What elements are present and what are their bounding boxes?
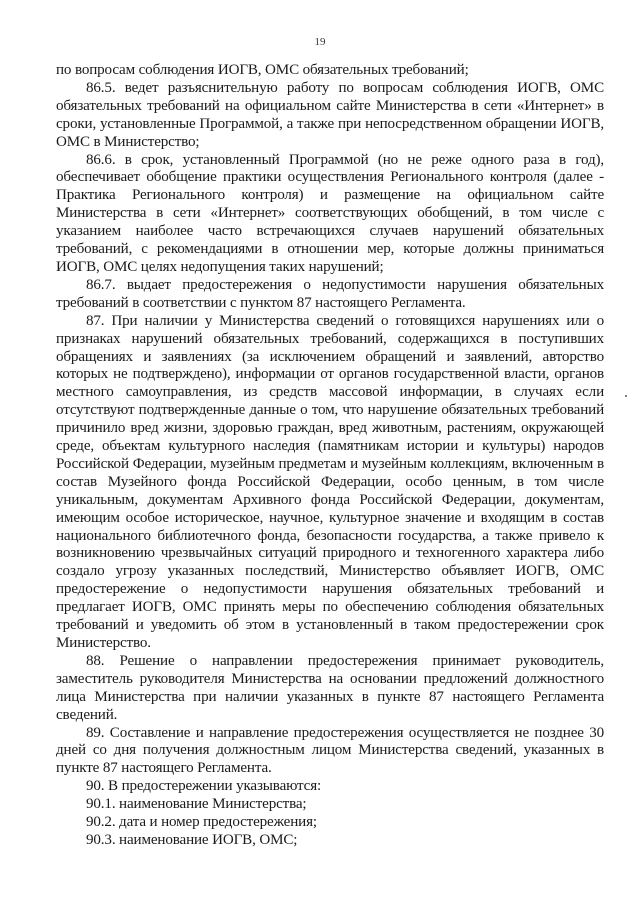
paragraph-89: 89. Составление и направление предостережения осуществляется не позднее 30 дней со дня получения должностным лицом Министерства сведений, указанных в пункте 87 настоящего Регламента. xyxy=(56,724,604,777)
paragraph-86-7: 86.7. выдает предостережения о недопустимости нарушения обязательных требований в соответствии с пунктом 87 настоящего Регламента. xyxy=(56,276,604,311)
paragraph-90-3: 90.3. наименование ИОГВ, ОМС; xyxy=(86,831,298,848)
paragraph-88: 88. Решение о направлении предостережения принимает руководитель, заместитель руководителя Министерства на основании предложений должностного лица Министерства при наличии указанных в пункте 87 настоящего Регламента сведений. xyxy=(56,652,604,723)
document-body xyxy=(56,62,604,850)
paragraph-87: 87. При наличии у Министерства сведений о готовящихся нарушениях или о признаках нарушений обязательных требований, содержащихся в поступивших обращениях и заявлениях (за исключением обращений и заявлений, авторство которых не подтверждено), информации от органов государственной власти, органов местного самоуправления, из средств массовой информации, в случаях если отсутствуют подтвержденные данные о том, что нарушение обязательных требований причинило вред жизни, здоровью граждан, вред животным, растениям, окружающей среде, объектам культурного наследия (памятникам истории и культуры) народов Российской Федерации, музейным предметам и музейным коллекциям, включенным в состав Музейного фонда Российской Федерации, особо ценным, в том числе уникальным, документам Архивного фонда Российской Федерации, документам, имеющим особое историческое, научное, культурное значение и входящим в состав национального библиотечного фонда, безопасности государства, а также привело к возникновению чрезвычайных ситуаций природного и техногенного характера либо создало угрозу указанных последствий, Министерство объявляет ИОГВ, ОМС предостережение о недопустимости нарушения обязательных требований и предлагает ИОГВ, ОМС принять меры по обеспечению соблюдения обязательных требований и уведомить об этом в установленный в таком предостережении срок Министерство. xyxy=(56,312,604,651)
paragraph-continuation: по вопросам соблюдения ИОГВ, ОМС обязательных требований; xyxy=(56,62,469,78)
paragraph-86-6: 86.6. в срок, установленный Программой (но не реже одного раза в год), обеспечивает обобщение практики осуществления Регионального контроля (далее - Практика Регионального контроля) и размещение на официальном сайте Министерства в сети «Интернет» соответствующих обобщений, в том числе с указанием наиболее часто встречающихся случаев нарушений обязательных требований, с рекомендациями в отношении мер, которые должны приниматься ИОГВ, ОМС целях недопущения таких нарушений; xyxy=(56,151,604,275)
paragraph-86-5: 86.5. ведет разъяснительную работу по вопросам соблюдения ИОГВ, ОМС обязательных требований на официальном сайте Министерства в сети «Интернет» в сроки, установленные Программой, а также при непосредственном обращении ИОГВ, ОМС в Министерство; xyxy=(56,79,604,150)
scan-artifact xyxy=(625,395,627,397)
paragraph-90-1: 90.1. наименование Министерства; xyxy=(86,796,307,813)
paragraph-90-2: 90.2. дата и номер предостережения; xyxy=(86,814,317,831)
paragraph-90: 90. В предостережении указываются: xyxy=(86,778,322,795)
page-number: 19 xyxy=(314,36,326,48)
